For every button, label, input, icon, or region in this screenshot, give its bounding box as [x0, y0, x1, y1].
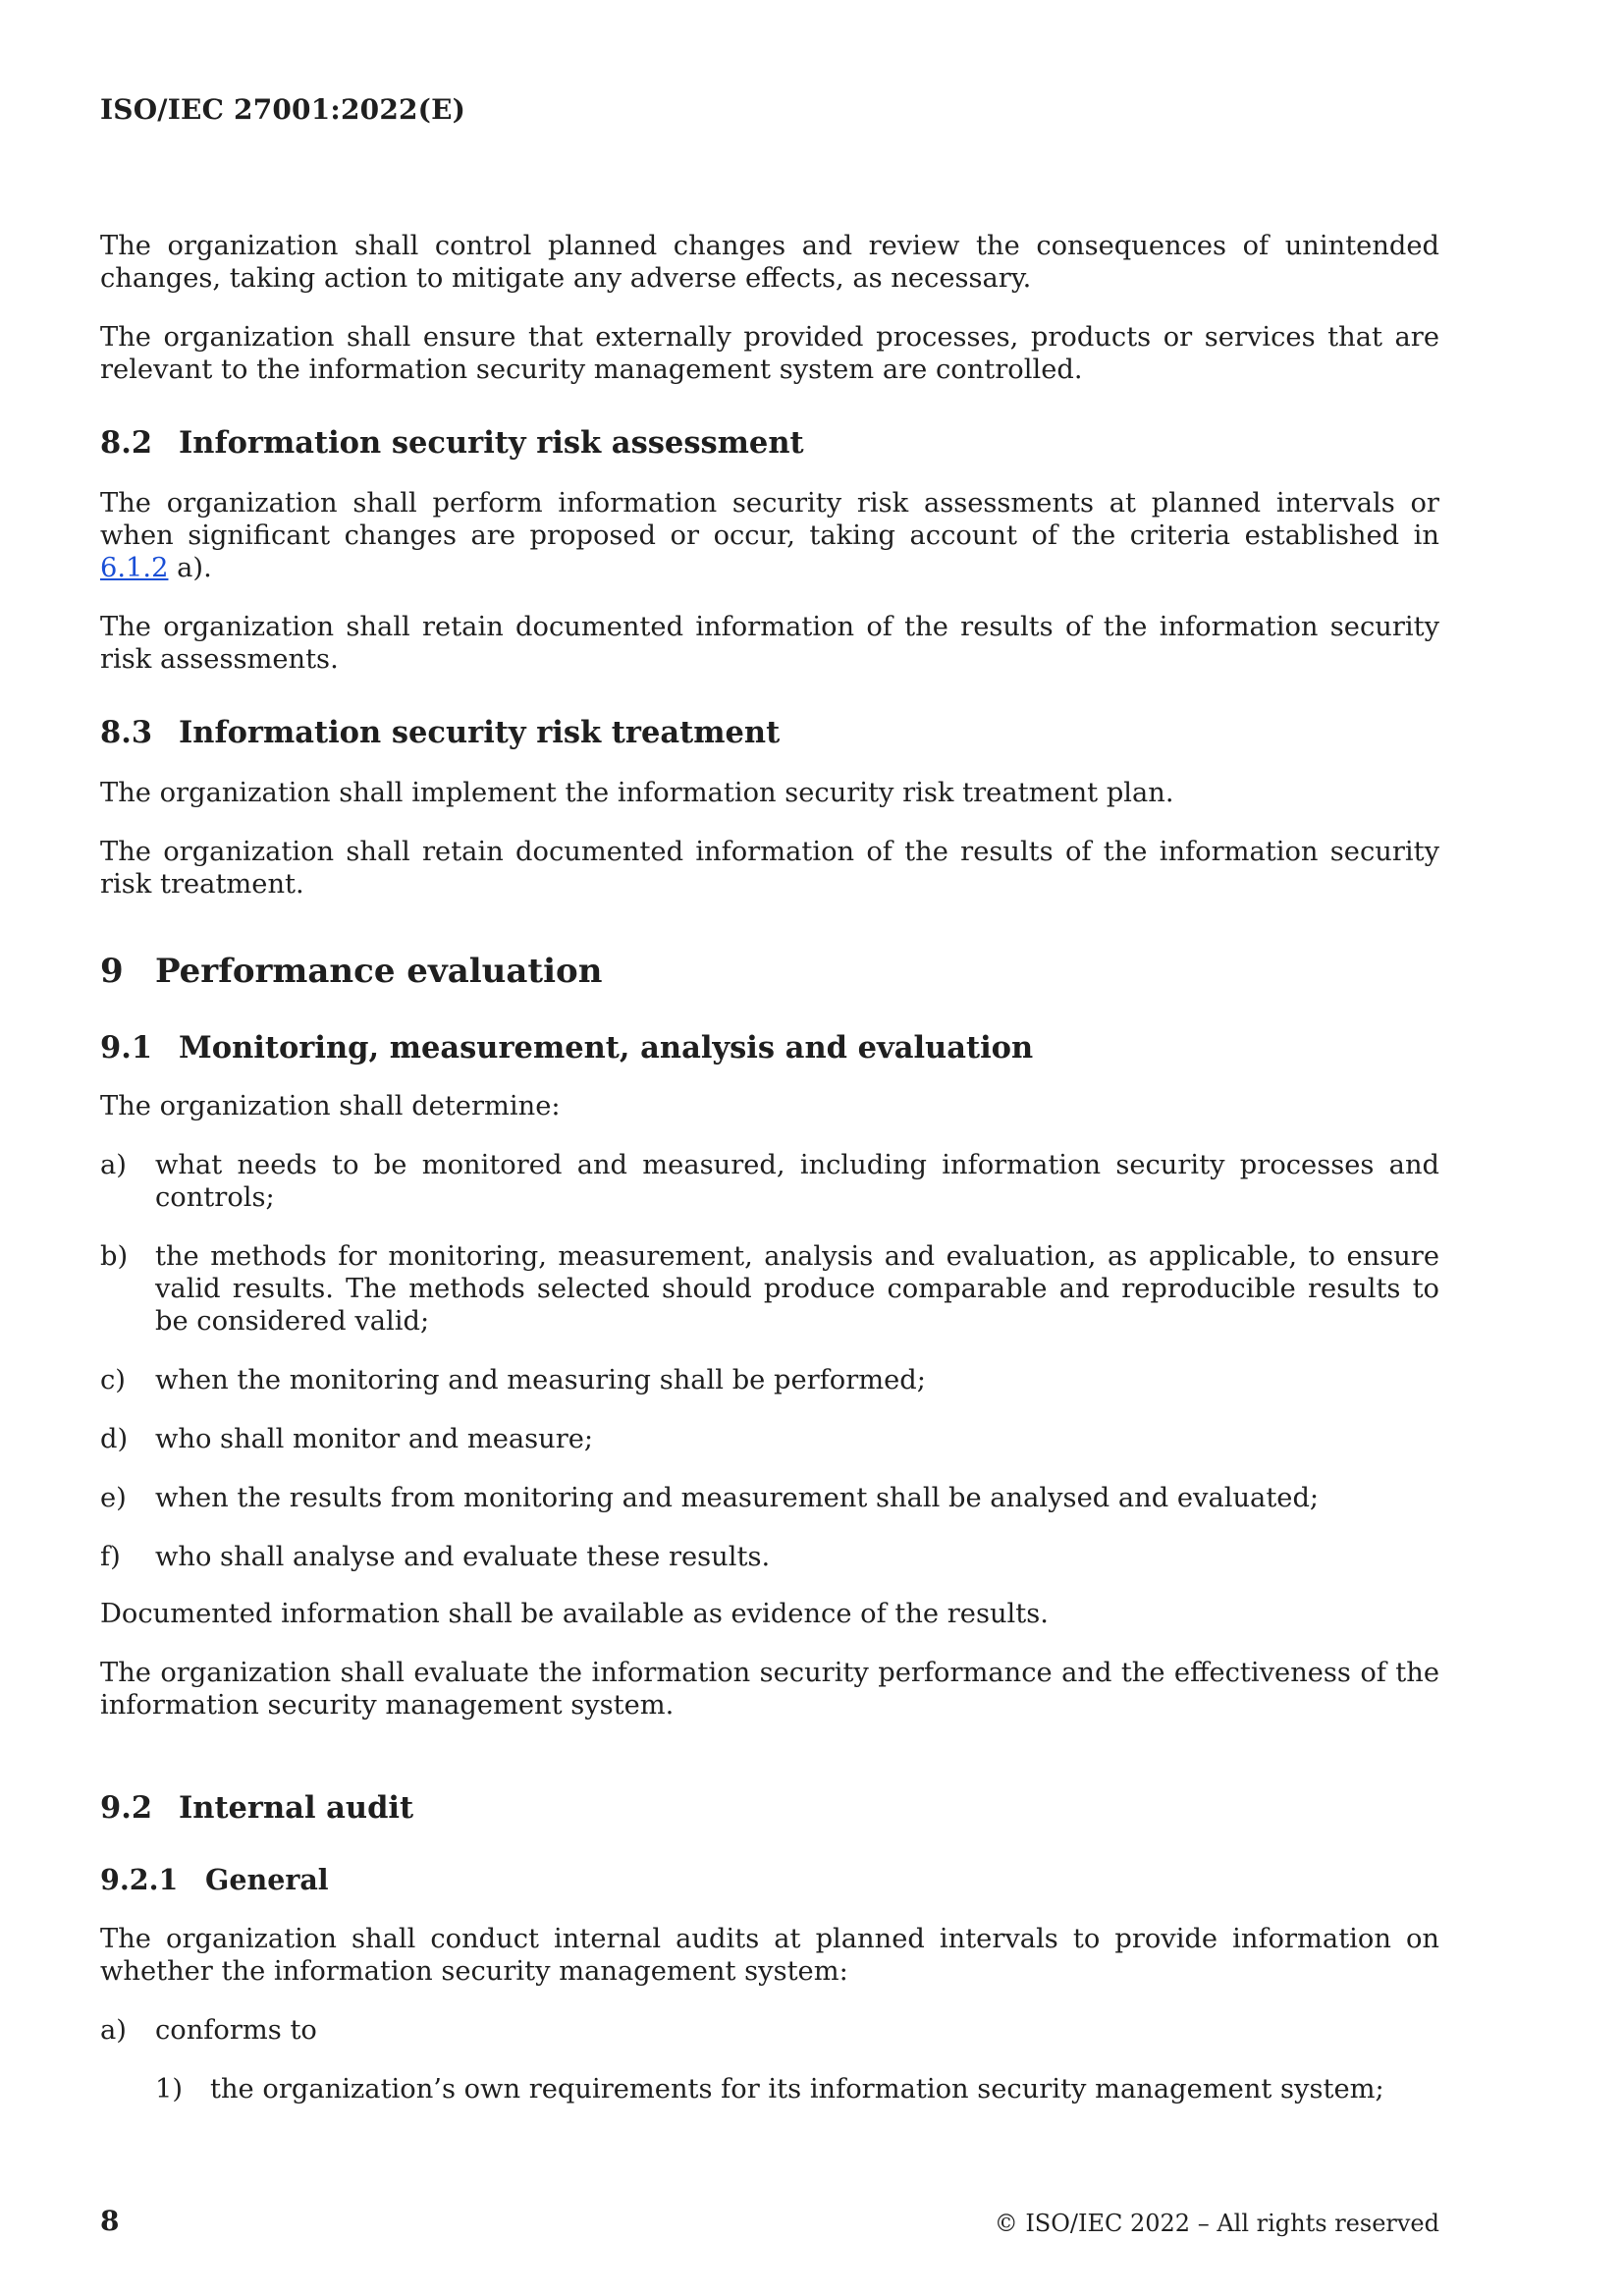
- list-label: a): [100, 1150, 127, 1180]
- section-number: 9.2: [100, 1790, 153, 1826]
- cross-reference-link[interactable]: 6.1.2: [100, 553, 169, 583]
- paragraph: The organization shall evaluate the information security performance and the effectiveness of the information security management system.: [100, 1658, 1439, 1721]
- section-heading-9-1: [100, 1030, 1439, 1066]
- list-text: who shall analyse and evaluate these results.: [155, 1542, 771, 1572]
- paragraph: The organization shall conduct internal audits at planned intervals to provide information on whether the information security management system:: [100, 1924, 1439, 1987]
- list-text: what needs to be monitored and measured, including information security processes and controls;: [155, 1150, 1439, 1213]
- list-label: b): [100, 1241, 129, 1272]
- clause-number: 9: [100, 952, 124, 991]
- clause-title: Performance evaluation: [155, 952, 603, 991]
- section-title: Internal audit: [179, 1790, 414, 1826]
- list-text: when the results from monitoring and measurement shall be analysed and evaluated;: [155, 1483, 1320, 1513]
- clause-heading-9: [100, 952, 1439, 991]
- section-number: 8.2: [100, 425, 153, 461]
- section-number: 8.3: [100, 715, 153, 750]
- paragraph: [100, 487, 1439, 584]
- paragraph-text: a).: [168, 553, 212, 583]
- section-heading-8-3: [100, 715, 1439, 750]
- sub-list-item: [155, 2073, 1439, 2105]
- list-label: d): [100, 1424, 129, 1454]
- list-label: f): [100, 1542, 121, 1572]
- list-text: who shall monitor and measure;: [155, 1424, 594, 1454]
- section-heading-9-2: [100, 1790, 1439, 1826]
- list-item: [100, 1240, 1439, 1338]
- sub-list-text: the organization’s own requirements for its information security management system;: [210, 2074, 1384, 2105]
- list-item: [100, 1423, 1439, 1455]
- list-text: the methods for monitoring, measurement, analysis and evaluation, as applicable, to ensure valid results. The methods selected should produce comparable and reproducible results to be considered valid;: [155, 1241, 1439, 1337]
- section-heading-8-2: [100, 425, 1439, 461]
- paragraph: The organization shall implement the information security risk treatment plan.: [100, 778, 1174, 808]
- section-number: 9.1: [100, 1030, 153, 1066]
- subsection-heading-9-2-1: [100, 1863, 1439, 1896]
- paragraph: The organization shall determine:: [100, 1091, 561, 1121]
- subsection-title: General: [205, 1863, 329, 1896]
- list-text: when the monitoring and measuring shall be performed;: [155, 1365, 926, 1395]
- copyright-notice: © ISO/IEC 2022 – All rights reserved: [994, 2210, 1439, 2237]
- section-title: Information security risk treatment: [179, 715, 781, 750]
- document-header: ISO/IEC 27001:2022(E): [100, 93, 466, 126]
- subsection-number: 9.2.1: [100, 1863, 179, 1896]
- paragraph: Documented information shall be available as evidence of the results.: [100, 1599, 1049, 1629]
- list-item: [100, 2014, 1439, 2047]
- section-title: Monitoring, measurement, analysis and evaluation: [179, 1030, 1034, 1066]
- list-item: [100, 1541, 1439, 1573]
- list-item: [100, 1149, 1439, 1214]
- page-number: 8: [100, 2205, 120, 2237]
- list-label: e): [100, 1483, 127, 1513]
- list-label: a): [100, 2015, 127, 2046]
- list-text: conforms to: [155, 2015, 317, 2046]
- paragraph-text: The organization shall perform information security risk assessments at planned intervals or when significant changes are proposed or occur, taking account of the criteria established in: [100, 488, 1439, 551]
- paragraph: The organization shall control planned changes and review the consequences of unintended changes, taking action to mitigate any adverse effects, as necessary.: [100, 231, 1439, 294]
- page-content: [100, 230, 1439, 2105]
- section-title: Information security risk assessment: [179, 425, 804, 461]
- list-label: c): [100, 1365, 126, 1395]
- paragraph: The organization shall retain documented information of the results of the information security risk assessments.: [100, 612, 1439, 675]
- list-item: [100, 1482, 1439, 1514]
- list-item: [100, 1364, 1439, 1396]
- paragraph: The organization shall ensure that externally provided processes, products or services that are relevant to the information security management system are controlled.: [100, 322, 1439, 385]
- paragraph: The organization shall retain documented information of the results of the information security risk treatment.: [100, 837, 1439, 900]
- sub-list-label: 1): [155, 2074, 184, 2105]
